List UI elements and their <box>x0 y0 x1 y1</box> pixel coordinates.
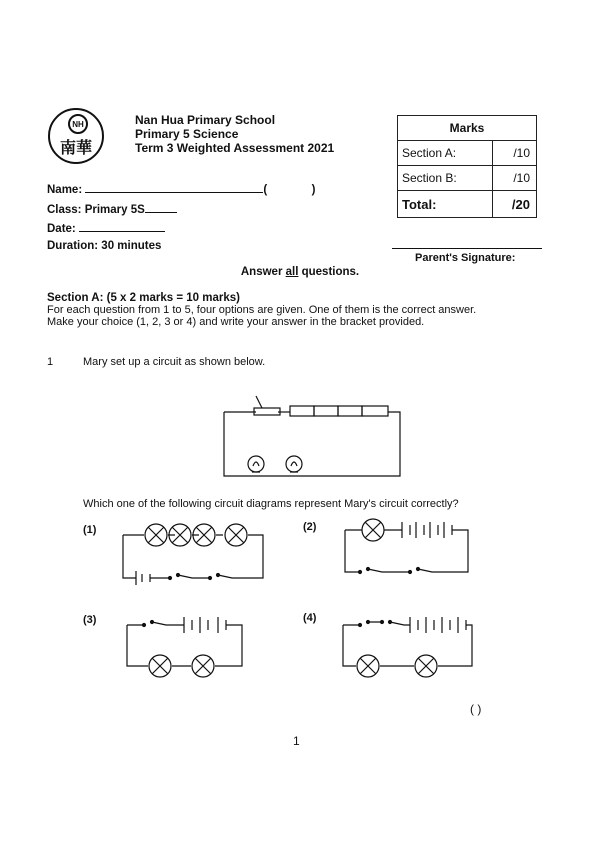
logo-chinese-name: 南華 <box>59 138 92 157</box>
name-paren-close: ) <box>311 184 316 196</box>
name-paren-open: ( <box>263 184 268 196</box>
date-line[interactable] <box>79 220 165 232</box>
answer-bracket[interactable]: ( ) <box>470 702 482 716</box>
battery-symbol <box>410 617 466 633</box>
instruction-all: all <box>285 266 299 278</box>
class-line[interactable] <box>145 201 177 213</box>
class-field <box>47 201 177 216</box>
marks-row-value: /10 <box>493 141 537 166</box>
option-1-label: (1) <box>83 524 97 536</box>
class-label: Class: Primary 5S <box>47 204 145 216</box>
option-3-label: (3) <box>83 614 97 626</box>
bulb-icon <box>248 456 264 472</box>
page-number: 1 <box>293 734 300 748</box>
battery-cell <box>290 406 314 416</box>
option-2-label: (2) <box>303 521 317 533</box>
bulb-icon <box>286 456 302 472</box>
bulb-icon <box>192 655 214 677</box>
subject-title: Primary 5 Science <box>135 127 239 141</box>
school-header <box>135 113 334 155</box>
bulb-icon <box>357 655 379 677</box>
marks-row-value: /10 <box>493 166 537 191</box>
marks-row-label: Section B: <box>398 166 493 191</box>
marks-total-value: /20 <box>493 191 537 218</box>
switch-base <box>254 408 280 415</box>
option-1-diagram <box>118 518 268 588</box>
battery-cell <box>338 406 362 416</box>
question-stem: Mary set up a circuit as shown below. <box>83 356 266 368</box>
section-a-line2: Make your choice (1, 2, 3 or 4) and write your answer in the bracket provided. <box>47 316 425 328</box>
school-name: Nan Hua Primary School <box>135 113 276 127</box>
section-a <box>47 292 476 328</box>
marks-title: Marks <box>398 116 537 141</box>
signature-label: Parent's Signature: <box>415 252 516 264</box>
bulb-icon <box>145 524 167 546</box>
battery-symbol <box>136 571 150 585</box>
date-label: Date: <box>47 223 76 235</box>
instruction-post: questions. <box>298 266 360 278</box>
duration: Duration: 30 minutes <box>47 240 162 252</box>
option-4-label: (4) <box>303 612 317 624</box>
question-prompt: Which one of the following circuit diagrams represent Mary's circuit correctly? <box>83 498 459 510</box>
switch-lever <box>256 396 262 408</box>
option-2-diagram <box>340 514 474 580</box>
option-4-diagram <box>338 608 478 678</box>
battery-cell <box>362 406 388 416</box>
bulb-icon <box>362 519 384 541</box>
marks-row-label: Section A: <box>398 141 493 166</box>
signature-line[interactable] <box>392 248 542 249</box>
date-field <box>47 220 165 235</box>
instruction-pre: Answer <box>240 266 286 278</box>
section-a-heading: Section A: (5 x 2 marks = 10 marks) <box>47 292 240 304</box>
bulb-icon <box>225 524 247 546</box>
marks-table <box>397 115 537 218</box>
bulb-icon <box>415 655 437 677</box>
mary-circuit-picture <box>210 388 410 482</box>
battery-symbol <box>184 617 232 633</box>
battery-cell <box>314 406 338 416</box>
question-number: 1 <box>47 356 54 368</box>
school-logo <box>48 108 104 164</box>
marks-total-label: Total: <box>398 191 493 218</box>
battery-symbol <box>402 522 458 538</box>
circuit-wire <box>224 412 400 476</box>
bulb-icon <box>149 655 171 677</box>
assessment-title: Term 3 Weighted Assessment 2021 <box>135 141 335 155</box>
name-label: Name: <box>47 184 83 196</box>
name-field <box>47 181 315 196</box>
option-3-diagram <box>122 608 248 678</box>
name-line[interactable] <box>85 181 263 193</box>
logo-monogram: NH <box>68 114 88 134</box>
instruction-title <box>0 266 600 278</box>
section-a-line1: For each question from 1 to 5, four options are given. One of them is the correct answer. <box>47 304 477 316</box>
